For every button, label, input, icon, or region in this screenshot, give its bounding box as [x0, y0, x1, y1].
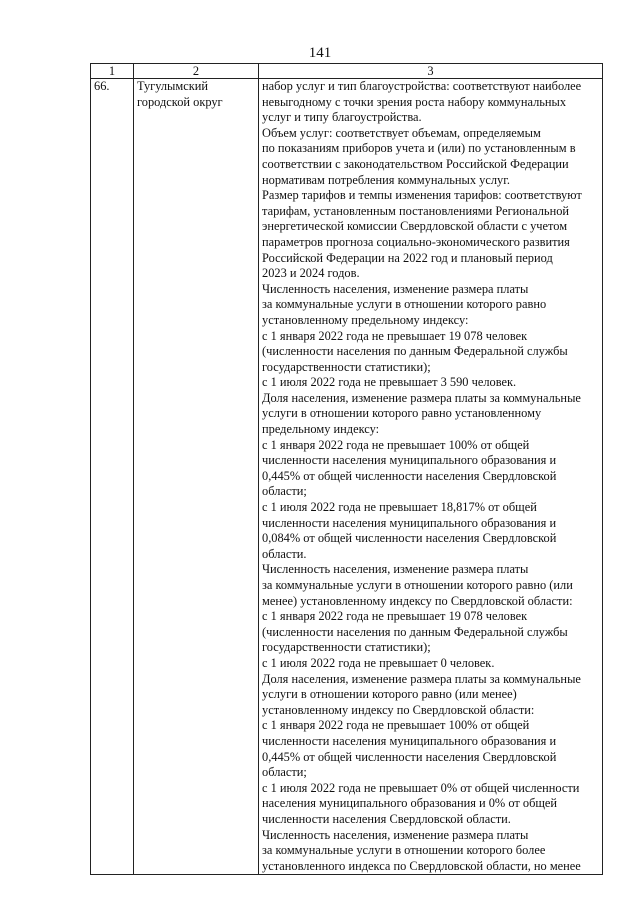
- conditions-text-line: с 1 июля 2022 года не превышает 18,817% от общей: [262, 500, 537, 515]
- table-row: [91, 79, 603, 875]
- conditions-text-line: установленному предельному индексу:: [262, 312, 469, 327]
- conditions-text-line: (численности населения по данным Федеральной службы: [262, 624, 568, 639]
- conditions-text-line: (численности населения по данным Федеральной службы: [262, 344, 568, 359]
- conditions-text-line: услуги в отношении которого равно установленному: [262, 406, 542, 421]
- header-col-1: 1: [91, 64, 134, 79]
- conditions-text-line: тарифам, установленным постановлениями Региональной: [262, 203, 570, 218]
- conditions-text-line: Объем услуг: соответствует объемам, определяемым: [262, 125, 541, 140]
- conditions-text-line: численности населения муниципального образования и: [262, 515, 557, 530]
- conditions-text-line: Численность населения, изменение размера платы: [262, 827, 529, 842]
- conditions-text-line: с 1 июля 2022 года не превышает 0 человек.: [262, 655, 495, 670]
- conditions-text-line: энергетической комиссии Свердловской области с учетом: [262, 219, 568, 234]
- conditions-text-line: за коммунальные услуги в отношении которого равно: [262, 297, 547, 312]
- conditions-text-line: с 1 января 2022 года не превышает 19 078 человек: [262, 609, 528, 624]
- conditions-text-line: Численность населения, изменение размера платы: [262, 281, 529, 296]
- conditions-text-line: менее) установленному индексу по Свердловской области:: [262, 593, 573, 608]
- conditions-text-line: с 1 января 2022 года не превышает 100% от общей: [262, 718, 530, 733]
- conditions-text-line: Численность населения, изменение размера платы: [262, 562, 529, 577]
- conditions-text-line: услуги в отношении которого равно (или менее): [262, 687, 517, 702]
- conditions-text-line: 0,445% от общей численности населения Свердловской: [262, 468, 557, 483]
- conditions-text-line: установленного индекса по Свердловской области, но менее: [262, 858, 581, 873]
- conditions-text-line: параметров прогноза социально-экономического развития: [262, 234, 570, 249]
- conditions-text-line: Доля населения, изменение размера платы за коммунальные: [262, 390, 581, 405]
- municipality-name-cell: [134, 79, 259, 875]
- conditions-text-line: нормативам потребления коммунальных услуг.: [262, 172, 511, 187]
- table-header-row: [91, 64, 603, 79]
- conditions-text-line: населения муниципального образования и 0% от общей: [262, 796, 558, 811]
- conditions-text-line: с 1 января 2022 года не превышает 100% от общей: [262, 437, 530, 452]
- municipality-table: [90, 63, 603, 875]
- conditions-text-line: Российской Федерации на 2022 год и плановый период: [262, 250, 553, 265]
- conditions-text-line: 0,445% от общей численности населения Свердловской: [262, 749, 557, 764]
- municipality-name-line: городской округ: [137, 94, 223, 109]
- conditions-text-line: с 1 января 2022 года не превышает 19 078 человек: [262, 328, 528, 343]
- conditions-text-line: государственности статистики);: [262, 640, 431, 655]
- conditions-text-line: области;: [262, 765, 307, 780]
- conditions-text-line: услуг и типу благоустройства.: [262, 110, 422, 125]
- conditions-text-line: 2023 и 2024 годов.: [262, 266, 360, 281]
- conditions-text-line: Размер тарифов и темпы изменения тарифов: соответствуют: [262, 188, 582, 203]
- conditions-text-line: за коммунальные услуги в отношении которого равно (или: [262, 578, 573, 592]
- conditions-text-line: с 1 июля 2022 года не превышает 3 590 человек.: [262, 375, 517, 390]
- municipality-name-line: Тугулымский: [137, 79, 209, 93]
- row-index-cell: [91, 79, 134, 875]
- conditions-text-cell: [259, 79, 603, 875]
- conditions-text-line: невыгодному с точки зрения роста набору коммунальных: [262, 94, 567, 109]
- conditions-text-line: предельному индексу:: [262, 422, 380, 437]
- row-index: 66.: [94, 79, 110, 93]
- conditions-text-line: установленному индексу по Свердловской области:: [262, 702, 535, 717]
- header-col-3: 3: [259, 64, 603, 79]
- conditions-text-line: области.: [262, 546, 307, 561]
- conditions-text-line: 0,084% от общей численности населения Свердловской: [262, 531, 557, 546]
- conditions-text-line: с 1 июля 2022 года не превышает 0% от общей численности: [262, 780, 580, 795]
- conditions-text-line: численности населения муниципального образования и: [262, 453, 557, 468]
- conditions-text-line: Доля населения, изменение размера платы за коммунальные: [262, 671, 581, 686]
- conditions-text-line: численности населения муниципального образования и: [262, 733, 557, 748]
- conditions-text-line: по показаниям приборов учета и (или) по установленным в: [262, 141, 576, 156]
- conditions-text-line: соответствии с законодательством Российской Федерации: [262, 156, 569, 171]
- conditions-text-line: государственности статистики);: [262, 359, 431, 374]
- conditions-text-line: области;: [262, 484, 307, 499]
- conditions-text-line: численности населения Свердловской области.: [262, 811, 511, 826]
- conditions-text-line: набор услуг и тип благоустройства: соответствуют наиболее: [262, 79, 582, 93]
- header-col-2: 2: [134, 64, 259, 79]
- page-number: 141: [308, 45, 332, 61]
- conditions-text-line: за коммунальные услуги в отношении которого более: [262, 843, 546, 858]
